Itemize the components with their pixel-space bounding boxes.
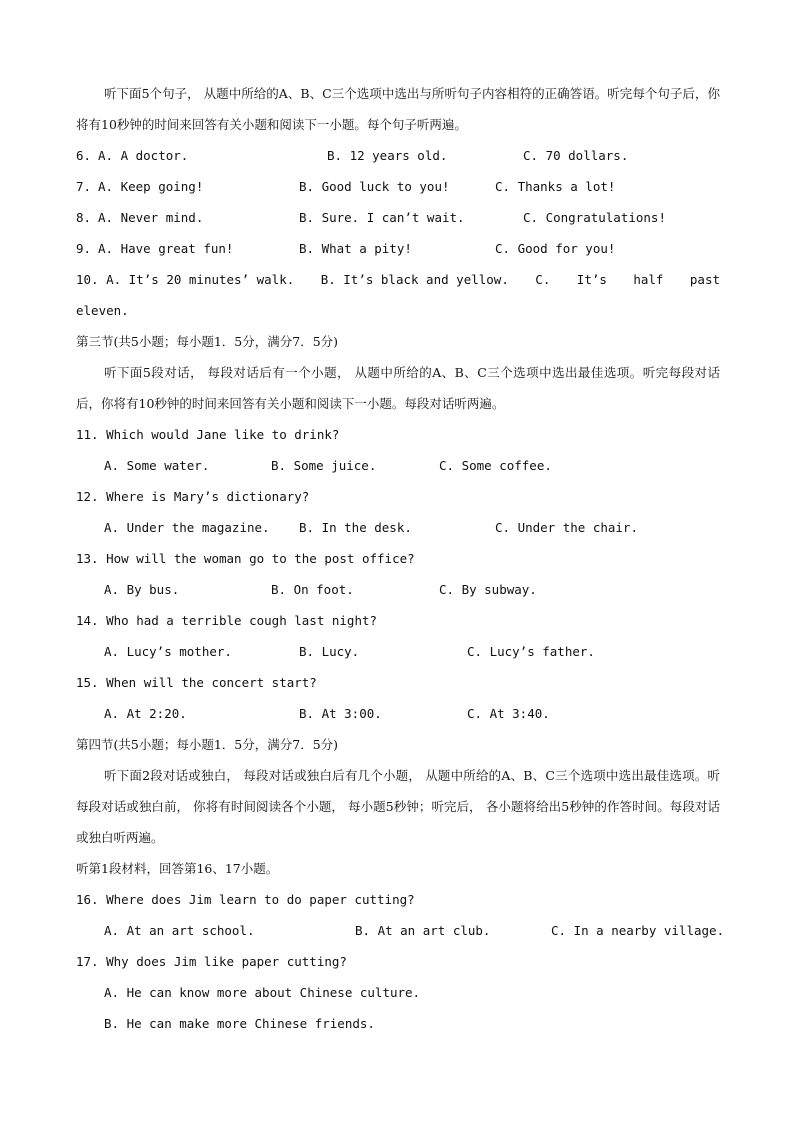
option-a: A. Never mind.: [98, 210, 204, 225]
option-c: C. Some coffee.: [439, 458, 552, 473]
question-16-stem: 16. Where does Jim learn to do paper cutting?: [76, 892, 415, 907]
question-11-options: [76, 450, 720, 481]
option-a: A. Keep going!: [98, 179, 204, 194]
option-c-word: It’s: [576, 272, 607, 287]
question-17-option-b: B. He can make more Chinese friends.: [104, 1016, 375, 1031]
option-a: A. Under the magazine.: [104, 520, 270, 535]
option-a: A. Have great fun!: [98, 241, 234, 256]
question-16-options: [76, 915, 725, 946]
option-c-label: C.: [535, 272, 551, 287]
option-c: C. Congratulations!: [523, 210, 666, 225]
question-number: 8.: [76, 210, 92, 225]
option-b: B. On foot.: [271, 582, 354, 597]
option-c: C. At 3:40.: [467, 706, 550, 721]
question-17-option-a: A. He can know more about Chinese culture.: [104, 985, 421, 1000]
option-c: C. Good for you!: [495, 241, 616, 256]
option-b: B. At 3:00.: [299, 706, 382, 721]
question-6: [76, 140, 720, 171]
option-a: A. Lucy’s mother.: [104, 644, 232, 659]
question-number-and-option-a: 10. A. It’s 20 minutes’ walk.: [76, 272, 295, 287]
option-c: C. Lucy’s father.: [467, 644, 595, 659]
question-14-options: [76, 636, 720, 667]
exam-page: [76, 78, 725, 1039]
question-8: [76, 202, 720, 233]
section4-title: 第四节(共5小题；每小题1．5分，满分7．5分): [76, 737, 339, 752]
option-b: B. It’s black and yellow.: [320, 272, 509, 287]
option-b: B. In the desk.: [299, 520, 412, 535]
question-15-stem: 15. When will the concert start?: [76, 675, 317, 690]
section2-instructions: 听下面5个句子， 从题中所给的A、B、C三个选项中选出与所听句子内容相符的正确答语。听完每个句子后，你将有10秒钟的时间来回答有关小题和阅读下一小题。每个句子听两遍。: [76, 86, 720, 132]
option-a: A. A doctor.: [98, 148, 189, 163]
question-15-options: [76, 698, 720, 729]
option-a: A. At an art school.: [104, 923, 255, 938]
question-14-stem: 14. Who had a terrible cough last night?: [76, 613, 378, 628]
option-b: B. Some juice.: [271, 458, 377, 473]
question-7: [76, 171, 720, 202]
option-c: C. In a nearby village.: [551, 923, 725, 938]
option-c: C. Thanks a lot!: [495, 179, 616, 194]
option-a: A. By bus.: [104, 582, 180, 597]
option-c-word: eleven.: [76, 303, 129, 318]
question-12-stem: 12. Where is Mary’s dictionary?: [76, 489, 310, 504]
option-b: B. Good luck to you!: [299, 179, 450, 194]
question-13-stem: 13. How will the woman go to the post office?: [76, 551, 415, 566]
option-c: C. Under the chair.: [495, 520, 638, 535]
option-c: C. 70 dollars.: [523, 148, 629, 163]
option-a: A. Some water.: [104, 458, 210, 473]
question-10: [76, 264, 720, 295]
question-number: 6.: [76, 148, 92, 163]
question-11-stem: 11. Which would Jane like to drink?: [76, 427, 340, 442]
option-c-word: half: [633, 272, 664, 287]
material-1-heading: 听第1段材料，回答第16、17小题。: [76, 861, 279, 876]
question-17-stem: 17. Why does Jim like paper cutting?: [76, 954, 347, 969]
question-10-continued: [76, 295, 720, 326]
section3-instructions: 听下面5段对话， 每段对话后有一个小题， 从题中所给的A、B、C三个选项中选出最佳选项。听完每段对话后，你将有10秒钟的时间来回答有关小题和阅读下一小题。每段对话听两遍。: [76, 365, 720, 411]
option-b: B. What a pity!: [299, 241, 412, 256]
question-number: 9.: [76, 241, 92, 256]
option-b: B. At an art club.: [355, 923, 491, 938]
question-number: 7.: [76, 179, 92, 194]
section3-title: 第三节(共5小题；每小题1．5分，满分7．5分): [76, 334, 339, 349]
option-b: B. Sure. I can’t wait.: [299, 210, 465, 225]
option-a: A. At 2:20.: [104, 706, 187, 721]
section4-instructions: 听下面2段对话或独白， 每段对话或独白后有几个小题， 从题中所给的A、B、C三个选项中选出最佳选项。听每段对话或独白前， 你将有时间阅读各个小题， 每小题5秒钟；听完后， 各小题将给出5秒钟的作答时间。每段对话或独白听两遍。: [76, 768, 720, 845]
option-b: B. Lucy.: [299, 644, 360, 659]
question-12-options: [76, 512, 720, 543]
option-b: B. 12 years old.: [327, 148, 448, 163]
question-13-options: [76, 574, 720, 605]
option-c: C. By subway.: [439, 582, 537, 597]
option-c-word: past: [689, 272, 720, 287]
question-9: [76, 233, 720, 264]
